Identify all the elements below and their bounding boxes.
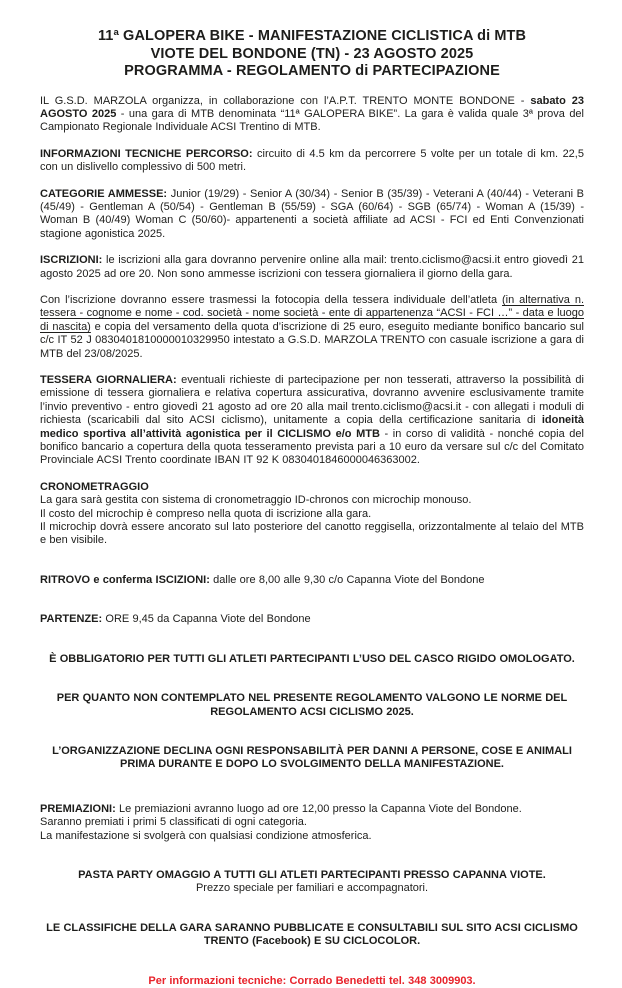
iscrizioni-paragraph (40, 254, 584, 281)
premiazioni-line-2 (40, 816, 584, 829)
text-run: Il microchip dovrà essere ancorato sul lato posteriore del canotto reggisella, orizzontalmente al telaio del MTB e ben visibile. (40, 521, 584, 547)
casco-notice (40, 653, 584, 666)
intro-paragraph (40, 95, 584, 135)
pasta-party-line-2 (40, 882, 584, 895)
text-run: Il costo del microchip è compreso nella quota di iscrizione alla gara. (40, 507, 372, 520)
text-run: e copia del versamento della quota d’iscrizione di 25 euro, eseguito mediante bonifico bancario sul c/c IT 52 J 0830401810000010329950 intestato a G.S.D. MARZOLA TRENTO con casuale iscrizione a gara di MTB del 23/08/2025. (40, 320, 584, 360)
text-run: Saranno premiati i primi 5 classificati di ogni categoria. (40, 816, 307, 829)
text-run: circuito di 4.5 km da percorrere 5 volte per un totale di km. 22,5 con un dislivello complessivo di 500 metri. (40, 147, 584, 174)
text-run: Le premiazioni avranno luogo ad ore 12,00 presso la Capanna Viote del Bondone. (119, 802, 522, 815)
text-run: LE CLASSIFICHE DELLA GARA SARANNO PUBBLICATE E CONSULTABILI SUL SITO ACSI CICLISMO TRENTO (Facebook) E SU CICLOCOLOR. (46, 921, 578, 948)
responsabilita-notice (40, 745, 584, 772)
text-run: dalle ore 8,00 alle 9,30 c/o Capanna Viote del Bondone (213, 573, 485, 586)
cronometraggio-heading (40, 481, 584, 494)
text-run: La gara sarà gestita con sistema di cronometraggio ID-chronos con microchip monouso. (40, 494, 472, 507)
text-run: le iscrizioni alla gara dovranno pervenire online alla mail: trento.ciclismo@acsi.it entro giovedì 21 agosto 2025 ad ore 20. Non sono ammesse iscrizioni con tessera giornaliera il giorno della gara. (40, 254, 584, 280)
text-run: Con l’iscrizione dovranno essere trasmessi la fotocopia della tessera individuale dell’atleta (40, 293, 502, 306)
title-line-1: 11ª GALOPERA BIKE - MANIFESTAZIONE CICLISTICA di MTB (97, 28, 527, 44)
text-run: CATEGORIE AMMESSE: (40, 187, 171, 200)
text-run: RITROVO e conferma ISCIZIONI: (40, 573, 214, 586)
cronometraggio-line-2 (40, 508, 584, 521)
document-title (40, 28, 584, 81)
categorie-paragraph (40, 188, 584, 242)
ritrovo-paragraph (40, 574, 584, 587)
text-run: sabato 23 AGOSTO 2025 (40, 94, 584, 120)
premiazioni-paragraph (40, 803, 584, 816)
text-run: La manifestazione si svolgerà con qualsiasi condizione atmosferica. (40, 829, 372, 842)
text-run: idoneità medico sportiva all’attività agonistica per il CICLISMO e/o MTB (40, 414, 584, 440)
pasta-party-notice (40, 869, 584, 882)
text-run: - in corso di validità - nonché copia del bonifico bancario a copertura della quota tesseramento prevista pari a 10 euro da versare sul c/c del Comitato Provinciale ACSI Trento coordinate IBAN IT 92 K 0830401846000046363002. (40, 427, 584, 467)
text-run: Junior (19/29) - Senior A (30/34) - Senior B (35/39) - Veterani A (40/44) - Veterani B (45/49) - Gentleman A (50/54) - Gentleman B (55/59) - SGA (60/64) - SGB (65/74) - Woman A (15/39) - Woman B (40/49) Woman C (50/60)- appartenenti a società affiliate ad ACSI - FCI ed Enti Convenzionati stagione agonistica 2025. (40, 187, 584, 240)
cronometraggio-line-3 (40, 521, 584, 548)
cronometraggio-line-1 (40, 494, 584, 507)
text-run: L’ORGANIZZAZIONE DECLINA OGNI RESPONSABILITÀ PER DANNI A PERSONE, COSE E ANIMALI PRIMA DURANTE E DOPO LO SVOLGIMENTO DELLA MANIFESTAZIONE. (52, 744, 572, 771)
document-body (40, 95, 584, 988)
text-run: (in alternativa n. tessera - cognome e nome - cod. società - nome società - ente di appartenenza “ACSI - FCI …” - data e luogo di nascita) (40, 293, 584, 333)
title-line-2: VIOTE DEL BONDONE (TN) - 23 AGOSTO 2025 (150, 45, 474, 62)
text-run: È OBBLIGATORIO PER TUTTI GLI ATLETI PARTECIPANTI L’USO DEL CASCO RIGIDO OMOLOGATO. (49, 652, 575, 665)
text-run: Prezzo speciale per familiari e accompagnatori. (195, 882, 429, 895)
text-run: INFORMAZIONI TECNICHE PERCORSO: (40, 147, 258, 160)
documenti-iscrizione-paragraph (40, 294, 584, 361)
text-run: ORE 9,45 da Capanna Viote del Bondone (105, 613, 311, 626)
text-run: TESSERA GIORNALIERA: (40, 374, 182, 386)
text-run: PASTA PARTY OMAGGIO A TUTTI GLI ATLETI PARTECIPANTI PRESSO CAPANNA VIOTE. (78, 868, 546, 881)
classifiche-notice (40, 922, 584, 949)
text-run: - una gara di MTB denominata “11ª GALOPERA BIKE”. La gara è valida quale 3ª prova del Campionato Regionale Individuale ACSI Trentino di MTB. (40, 107, 584, 134)
premiazioni-line-3 (40, 830, 584, 843)
text-run: eventuali richieste di partecipazione per non tesserati, attraverso la possibilità di emissione di tessera giornaliera e relativa copertura assicurativa, dovranno avvenire esclusivamente tramite l’invio preventivo - entro giovedì 21 agosto ad ore 20 alla mail trento.ciclismo@acsi.it - con allegati i moduli di richiesta (scaricabili dal sito ACSI ciclismo), unitamente a copia della certificazione sanitaria di (40, 374, 584, 427)
text-run: CRONOMETRAGGIO (40, 480, 149, 493)
regolamento-notice (40, 692, 584, 719)
text-run: ISCRIZIONI: (40, 254, 107, 267)
partenze-paragraph (40, 613, 584, 626)
text-run: PER QUANTO NON CONTEMPLATO NEL PRESENTE REGOLAMENTO VALGONO LE NORME DEL REGOLAMENTO ACSI CICLISMO 2025. (56, 692, 568, 718)
text-run: PARTENZE: (40, 613, 106, 626)
text-run: PREMIAZIONI: (40, 802, 120, 815)
percorso-paragraph (40, 148, 584, 175)
text-run: Per informazioni tecniche: Corrado Benedetti tel. 348 3009903. (148, 974, 476, 987)
tessera-giornaliera-paragraph (40, 374, 584, 468)
text-run: IL G.S.D. MARZOLA organizza, in collaborazione con l’A.P.T. TRENTO MONTE BONDONE - (40, 94, 531, 107)
contatti-tecnici-line (40, 975, 584, 988)
title-line-3: PROGRAMMA - REGOLAMENTO di PARTECIPAZIONE (124, 63, 500, 79)
